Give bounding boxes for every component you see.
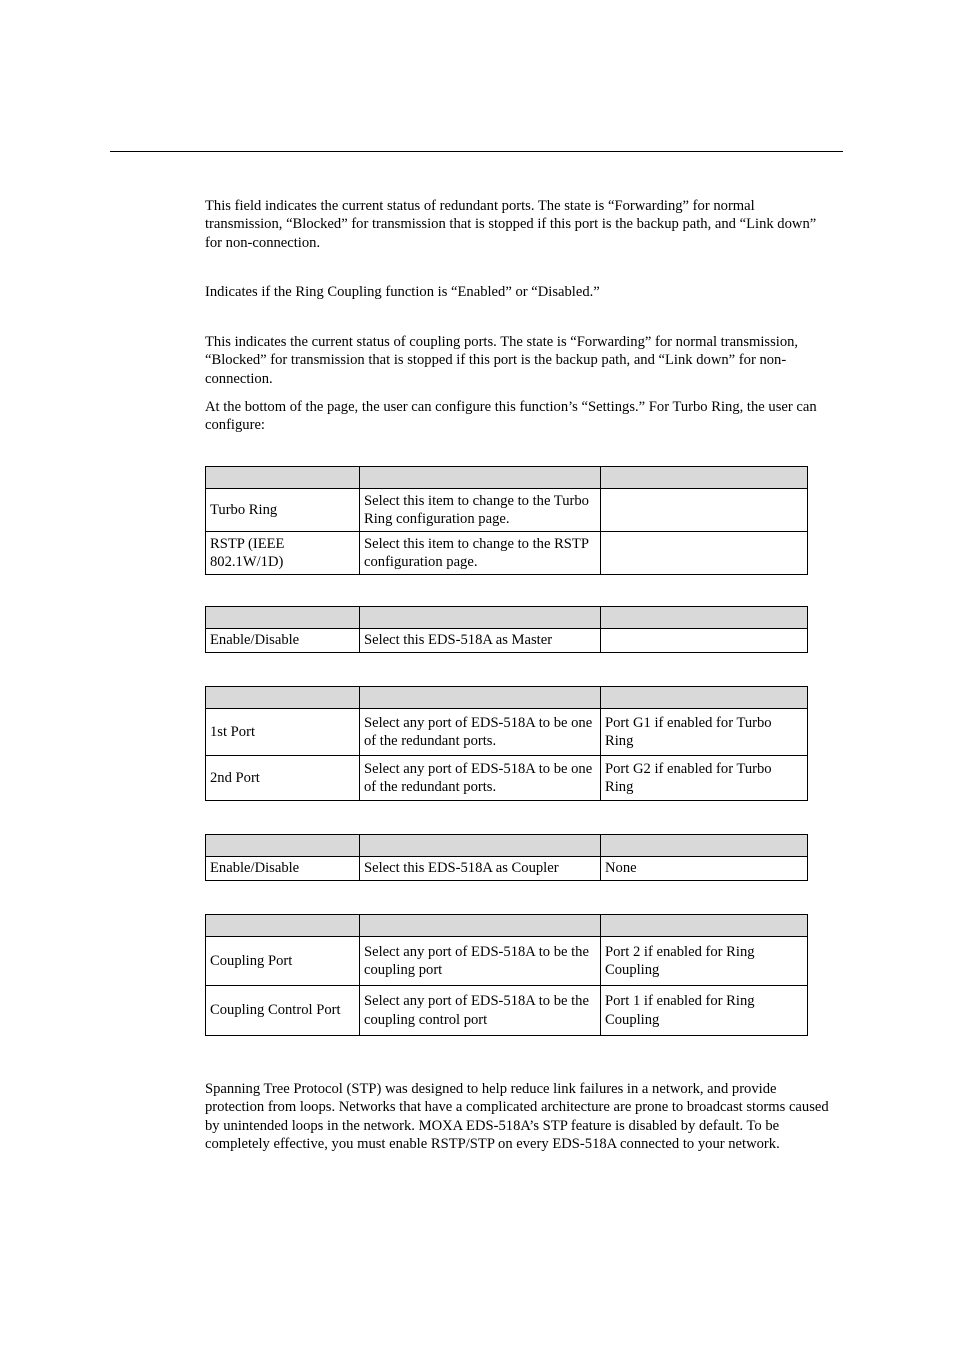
table-cell: Select any port of EDS-518A to be one of the redundant ports. [360,756,601,801]
table-cell: Select any port of EDS-518A to be the coupling control port [360,986,601,1036]
table-cell: 1st Port [206,709,360,756]
table-row [206,532,808,575]
table-cell: Port 2 if enabled for Ring Coupling [601,937,808,986]
redundancy-protocol-table [205,466,808,575]
table-header-row [206,687,808,709]
table-cell: Select this item to change to the Turbo Ring configuration page. [360,489,601,532]
table-cell [601,629,808,653]
table-row [206,756,808,801]
coupling-ports-status-description: This indicates the current status of coupling ports. The state is “Forwarding” for normal transmission, “Blocked” for transmission that is stopped if this port is the backup path, and “Link down” for non-connection. [205,334,799,387]
table-cell: Enable/Disable [206,857,360,881]
redundant-ports-table [205,686,808,801]
table-cell [601,489,808,532]
table-cell: Coupling Port [206,937,360,986]
settings-intro: At the bottom of the page, the user can configure this function’s “Settings.” For Turbo Ring, the user can configure: [205,399,817,434]
table-cell: Enable/Disable [206,629,360,653]
table-cell [601,532,808,575]
table-row [206,937,808,986]
table-row [206,709,808,756]
table-cell: 2nd Port [206,756,360,801]
table-header-row [206,915,808,937]
table-cell: Select this EDS-518A as Master [360,629,601,653]
ring-coupling-description: Indicates if the Ring Coupling function is “Enabled” or “Disabled.” [205,284,600,300]
table-header-row [206,835,808,857]
enable-ring-coupling-table [205,834,808,881]
table-header-row [206,607,808,629]
table-cell: Turbo Ring [206,489,360,532]
table-cell: Select any port of EDS-518A to be one of the redundant ports. [360,709,601,756]
table-header-row [206,467,808,489]
header-rule [110,151,843,152]
table-row [206,629,808,653]
table-cell: RSTP (IEEE 802.1W/1D) [206,532,360,575]
table-cell: None [601,857,808,881]
table-row [206,986,808,1036]
table-cell: Port G1 if enabled for Turbo Ring [601,709,808,756]
coupling-ports-table [205,914,808,1036]
table-cell: Select this item to change to the RSTP configuration page. [360,532,601,575]
table-cell: Select this EDS-518A as Coupler [360,857,601,881]
table-cell: Coupling Control Port [206,986,360,1036]
table-cell: Port 1 if enabled for Ring Coupling [601,986,808,1036]
table-cell: Port G2 if enabled for Turbo Ring [601,756,808,801]
table-row [206,857,808,881]
set-as-master-table [205,606,808,653]
table-row [206,489,808,532]
table-cell: Select any port of EDS-518A to be the coupling port [360,937,601,986]
stp-description: Spanning Tree Protocol (STP) was designed to help reduce link failures in a network, and provide protection from loops. Networks that have a complicated architecture are prone to broadcast storms caused by unintended loops in the network. MOXA EDS-518A’s STP feature is disabled by default. To be completely effective, you must enable RSTP/STP on every EDS-518A connected to your network. [205,1081,829,1153]
redundant-ports-status-description: This field indicates the current status of redundant ports. The state is “Forwarding” for normal transmission, “Blocked” for transmission that is stopped if this port is the backup path, and “Link down” for non-connection. [205,198,817,251]
